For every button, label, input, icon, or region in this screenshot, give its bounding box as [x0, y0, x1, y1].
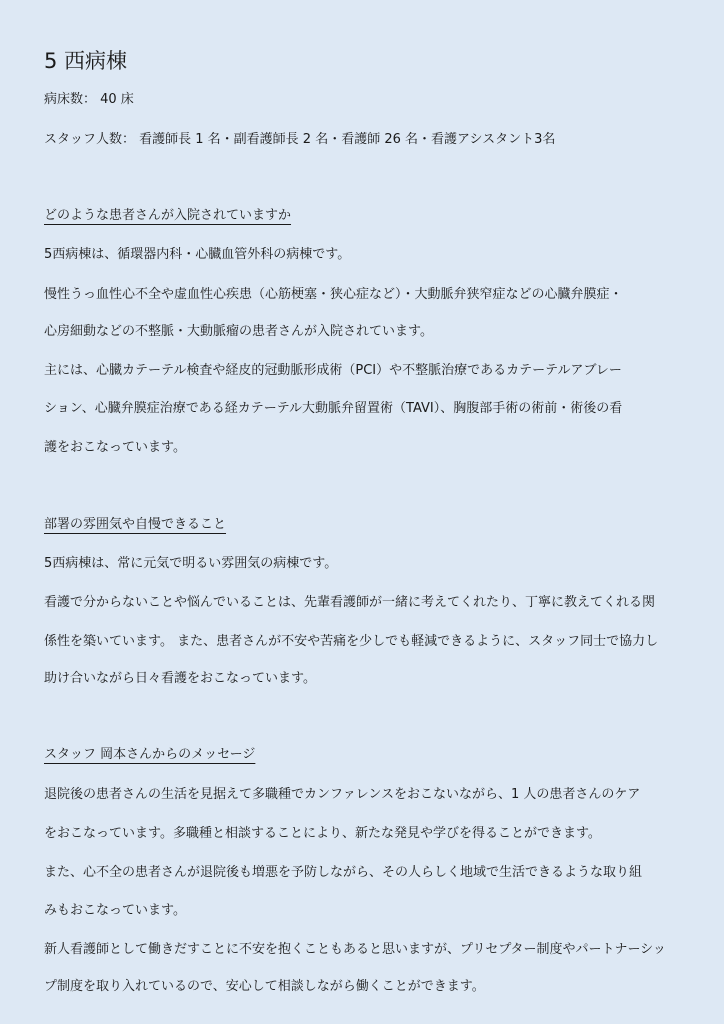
- section-patients-line: 5西病棟は、循環器内科・心臓血管外科の病棟です。: [44, 247, 351, 262]
- section-message-line: 新人看護師として働きだすことに不安を抱くこともあると思いますが、プリセプター制度やパートナーシッ: [44, 942, 666, 957]
- section-atmosphere-heading: 部署の雰囲気や自慢できること: [44, 517, 227, 532]
- section-message-line: プ制度を取り入れているので、安心して相談しながら働くことができます。: [44, 979, 485, 994]
- section-message-heading: スタッフ 岡本さんからのメッセージ: [44, 747, 256, 762]
- section-message-line: 退院後の患者さんの生活を見据えて多職種でカンファレンスをおこないながら、1 人の患者さんのケア: [44, 787, 641, 802]
- section-patients-line: ション、心臓弁膜症治療である経カテーテル大動脈弁留置術（TAVI）、胸腹部手術の術前・術後の看: [44, 401, 623, 416]
- section-message-line: をおこなっています。多職種と相談することにより、新たな発見や学びを得ることができます。: [44, 826, 601, 841]
- section-patients-line: 護をおこなっています。: [44, 440, 186, 455]
- section-patients-line: 慢性うっ血性心不全や虚血性心疾患（心筋梗塞・狭心症など）・大動脈弁狭窄症などの心臓弁膜症・: [44, 287, 623, 302]
- section-atmosphere-line: 助け合いながら日々看護をおこなっています。: [44, 671, 316, 686]
- section-patients-line: 心房細動などの不整脈・大動脈瘤の患者さんが入院されています。: [44, 324, 433, 339]
- section-atmosphere-line: 係性を築いています。 また、患者さんが不安や苦痛を少しでも軽減できるように、スタッフ同士で協力し: [44, 634, 659, 649]
- section-patients-line: 主には、心臓カテーテル検査や経皮的冠動脈形成術（PCI）や不整脈治療であるカテーテルアブレー: [44, 363, 622, 378]
- section-atmosphere-line: 看護で分からないことや悩んでいることは、先輩看護師が一緒に考えてくれたり、丁寧に教えてくれる関: [44, 595, 656, 610]
- section-message-line: また、心不全の患者さんが退院後も増悪を予防しながら、その人らしく地域で生活できるような取り組: [44, 865, 643, 880]
- section-atmosphere-line: 5西病棟は、常に元気で明るい雰囲気の病棟です。: [44, 556, 338, 571]
- section-message-line: みもおこなっています。: [44, 903, 186, 918]
- section-patients-heading: どのような患者さんが入院されていますか: [44, 208, 292, 223]
- staff-count: スタッフ人数： 看護師長 1 名・副看護師長 2 名・看護師 26 名・看護アシスタント3名: [44, 132, 556, 147]
- ward-title: 5 西病棟: [44, 49, 128, 73]
- bed-count: 病床数： 40 床: [44, 92, 134, 107]
